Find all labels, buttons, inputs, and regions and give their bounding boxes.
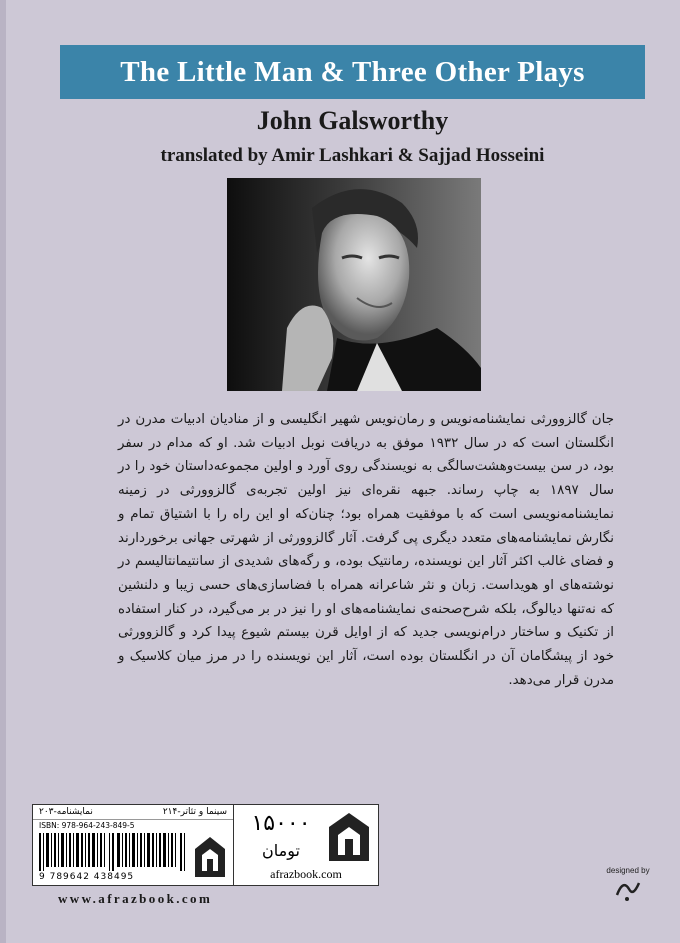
barcode-icon: [39, 833, 189, 871]
author-portrait: [227, 178, 481, 391]
price-currency: تومان: [262, 841, 300, 860]
publisher-url: afrazbook.com: [270, 867, 342, 881]
series-cinema-theatre: سینما و تئاتر-۲۱۴: [162, 807, 227, 817]
description-text: جان گالزوورثی نمایشنامه‌نویس و رمان‌نویس شهیر انگلیسی و از منادیان ادبیات مدرن در انگلستان است که در سال ۱۹۳۲ موفق به دریافت نوبل ادبیات شد. او که مدام در سفر بود، در سن بیست‌وهشت‌سالگی به نویسندگی روی آورد و اولین مجموعه‌داستان خود را در سال ۱۸۹۷ به چاپ رساند. جبهه نقره‌ای نیز اولین تجربه‌ی گالزوورثی در زمینه نمایشنامه‌نویسی است که با موفقیت همراه بود؛ چنان‌که او این راه را با اشتیاق تمام و نگارش نمایشنامه‌های متعدد دیگری پی گرفت. آثار گالزوورثی از شهرتی جهانی برخوردارند و فضای غالب اکثر آثار این نویسنده، رمانتیک بوده، و رگه‌های شدیدی از سانتیمانتالیسم در نوشته‌های او هویداست. زبان و نثر شاعرانه همراه با فضاسازی‌های حسی زیبا و دلنشین که نه‌تنها دیالوگ، بلکه شرح‌صحنه‌ی نمایشنامه‌های او را نیز در بر می‌گیرد، در کنار استفاده از تکنیک و ساختار درام‌نویسی جدید که از اوایل قرن بیستم شیوع پیدا کرد و گالزوورثی خود از پیشگامان آن در انگلستان بوده است، آثار این نویسنده را در مرز میان کلاسیک و مدرن قرار می‌دهد.: [118, 412, 615, 688]
book-description: [118, 408, 614, 692]
afraz-logo-icon: [193, 835, 227, 879]
price-amount: ۱۵۰۰۰: [251, 811, 311, 836]
designer-signature-icon: [613, 875, 643, 903]
isbn-text: ISBN: 978-964-243-849-5: [39, 821, 135, 830]
designer-credit: [598, 866, 658, 907]
author-name: John Galsworthy: [256, 106, 449, 135]
series-plays: نمایشنامه-۲۰۳: [39, 807, 93, 817]
title-banner: [60, 45, 645, 99]
publisher-website: www.afrazbook.com: [58, 891, 213, 906]
translators-line: translated by Amir Lashkari & Sajjad Hosseini: [160, 145, 545, 166]
designer-label: designed by: [606, 866, 650, 875]
barcode-panel: [32, 804, 234, 886]
series-info: [33, 805, 233, 820]
book-title: The Little Man & Three Other Plays: [120, 55, 585, 88]
spine-edge: [0, 0, 6, 943]
price-panel: [233, 804, 379, 886]
afraz-logo-icon: [326, 811, 372, 863]
barcode-digits: 9 789642 438495: [39, 872, 135, 882]
